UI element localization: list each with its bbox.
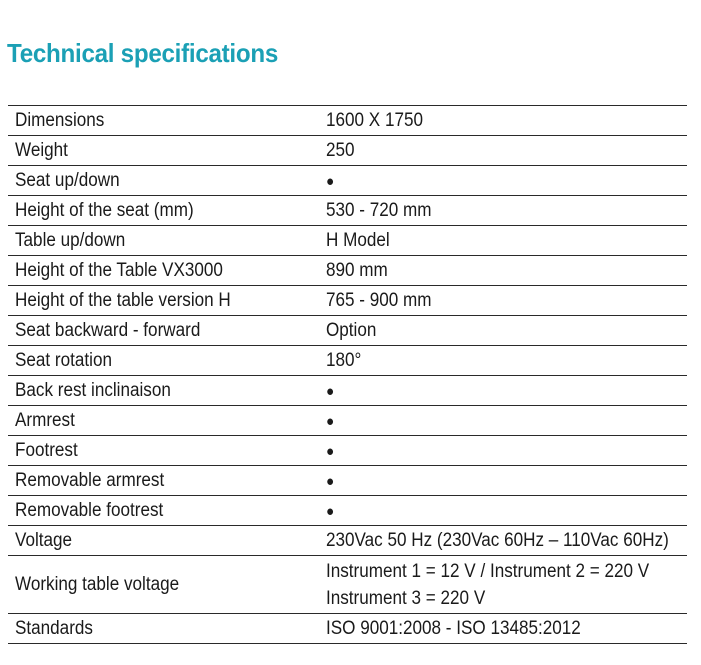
spec-value: 230Vac 50 Hz (230Vac 60Hz – 110Vac 60Hz) — [326, 530, 669, 551]
spec-value: Option — [326, 320, 377, 341]
spec-label-cell — [8, 376, 317, 406]
spec-value-cell — [317, 406, 687, 436]
spec-row — [8, 286, 687, 316]
spec-label: Armrest — [15, 409, 75, 431]
spec-row — [8, 614, 687, 644]
spec-label: Working table voltage — [15, 573, 180, 595]
spec-label: Table up/down — [15, 229, 126, 251]
spec-row — [8, 556, 687, 614]
spec-row — [8, 376, 687, 406]
spec-value: Instrument 1 = 12 V / Instrument 2 = 220 V — [326, 560, 650, 582]
spec-value-cell — [317, 556, 687, 614]
spec-label: Removable armrest — [15, 469, 165, 491]
spec-label: Height of the Table VX3000 — [15, 259, 223, 281]
spec-label: Seat rotation — [15, 349, 112, 371]
page-title: Technical specifications — [7, 38, 279, 68]
spec-row — [8, 136, 687, 166]
spec-row — [8, 466, 687, 496]
spec-row — [8, 496, 687, 526]
bullet-icon: ● — [326, 382, 335, 400]
spec-label: Back rest inclinaison — [15, 379, 171, 401]
spec-label-cell — [8, 556, 317, 614]
spec-value-cell — [317, 106, 687, 136]
bullet-icon: ● — [326, 472, 335, 490]
spec-value: Instrument 3 = 220 V — [326, 587, 486, 609]
spec-label: Height of the table version H — [15, 289, 231, 311]
spec-label-cell — [8, 106, 317, 136]
spec-label: Seat up/down — [15, 169, 120, 191]
spec-table-body — [8, 106, 687, 644]
spec-value: 530 - 720 mm — [326, 200, 432, 221]
spec-value-cell — [317, 526, 687, 556]
spec-label: Voltage — [15, 529, 73, 551]
spec-value: 765 - 900 mm — [326, 290, 432, 311]
bullet-icon: ● — [326, 442, 335, 460]
spec-value: ISO 9001:2008 - ISO 13485:2012 — [326, 618, 581, 639]
spec-label-cell — [8, 436, 317, 466]
spec-row — [8, 196, 687, 226]
spec-value-cell — [317, 346, 687, 376]
bullet-icon: ● — [326, 412, 335, 430]
spec-label-cell — [8, 526, 317, 556]
spec-label-cell — [8, 226, 317, 256]
spec-row — [8, 166, 687, 196]
spec-label-cell — [8, 614, 317, 644]
spec-row — [8, 226, 687, 256]
spec-value-cell — [317, 496, 687, 526]
spec-label: Weight — [15, 139, 68, 161]
spec-row — [8, 346, 687, 376]
spec-value-cell — [317, 166, 687, 196]
spec-label: Dimensions — [15, 109, 105, 131]
spec-value: H Model — [326, 230, 390, 251]
spec-label-cell — [8, 256, 317, 286]
spec-value: 1600 X 1750 — [326, 110, 423, 131]
spec-row — [8, 256, 687, 286]
spec-value-cell — [317, 226, 687, 256]
spec-value: 890 mm — [326, 260, 388, 281]
spec-value-cell — [317, 256, 687, 286]
spec-label-cell — [8, 466, 317, 496]
bullet-icon: ● — [326, 172, 335, 190]
spec-table — [8, 105, 687, 644]
spec-label: Seat backward - forward — [15, 319, 201, 341]
spec-label-cell — [8, 346, 317, 376]
spec-value: 250 — [326, 140, 355, 161]
spec-value-cell — [317, 196, 687, 226]
spec-value-cell — [317, 316, 687, 346]
spec-row — [8, 316, 687, 346]
spec-value-cell — [317, 466, 687, 496]
spec-row — [8, 436, 687, 466]
spec-value-cell — [317, 286, 687, 316]
spec-value-cell — [317, 376, 687, 406]
spec-label-cell — [8, 496, 317, 526]
spec-label-cell — [8, 136, 317, 166]
spec-label: Removable footrest — [15, 499, 164, 521]
spec-label-cell — [8, 286, 317, 316]
spec-row — [8, 406, 687, 436]
bullet-icon: ● — [326, 502, 335, 520]
spec-label-cell — [8, 196, 317, 226]
spec-label: Height of the seat (mm) — [15, 199, 194, 221]
spec-value: 180° — [326, 350, 362, 371]
spec-label: Footrest — [15, 439, 78, 461]
spec-row — [8, 526, 687, 556]
spec-label-cell — [8, 316, 317, 346]
spec-value-cell — [317, 614, 687, 644]
spec-row — [8, 106, 687, 136]
spec-label: Standards — [15, 617, 93, 639]
spec-label-cell — [8, 166, 317, 196]
spec-value-cell — [317, 436, 687, 466]
spec-label-cell — [8, 406, 317, 436]
spec-value-cell — [317, 136, 687, 166]
